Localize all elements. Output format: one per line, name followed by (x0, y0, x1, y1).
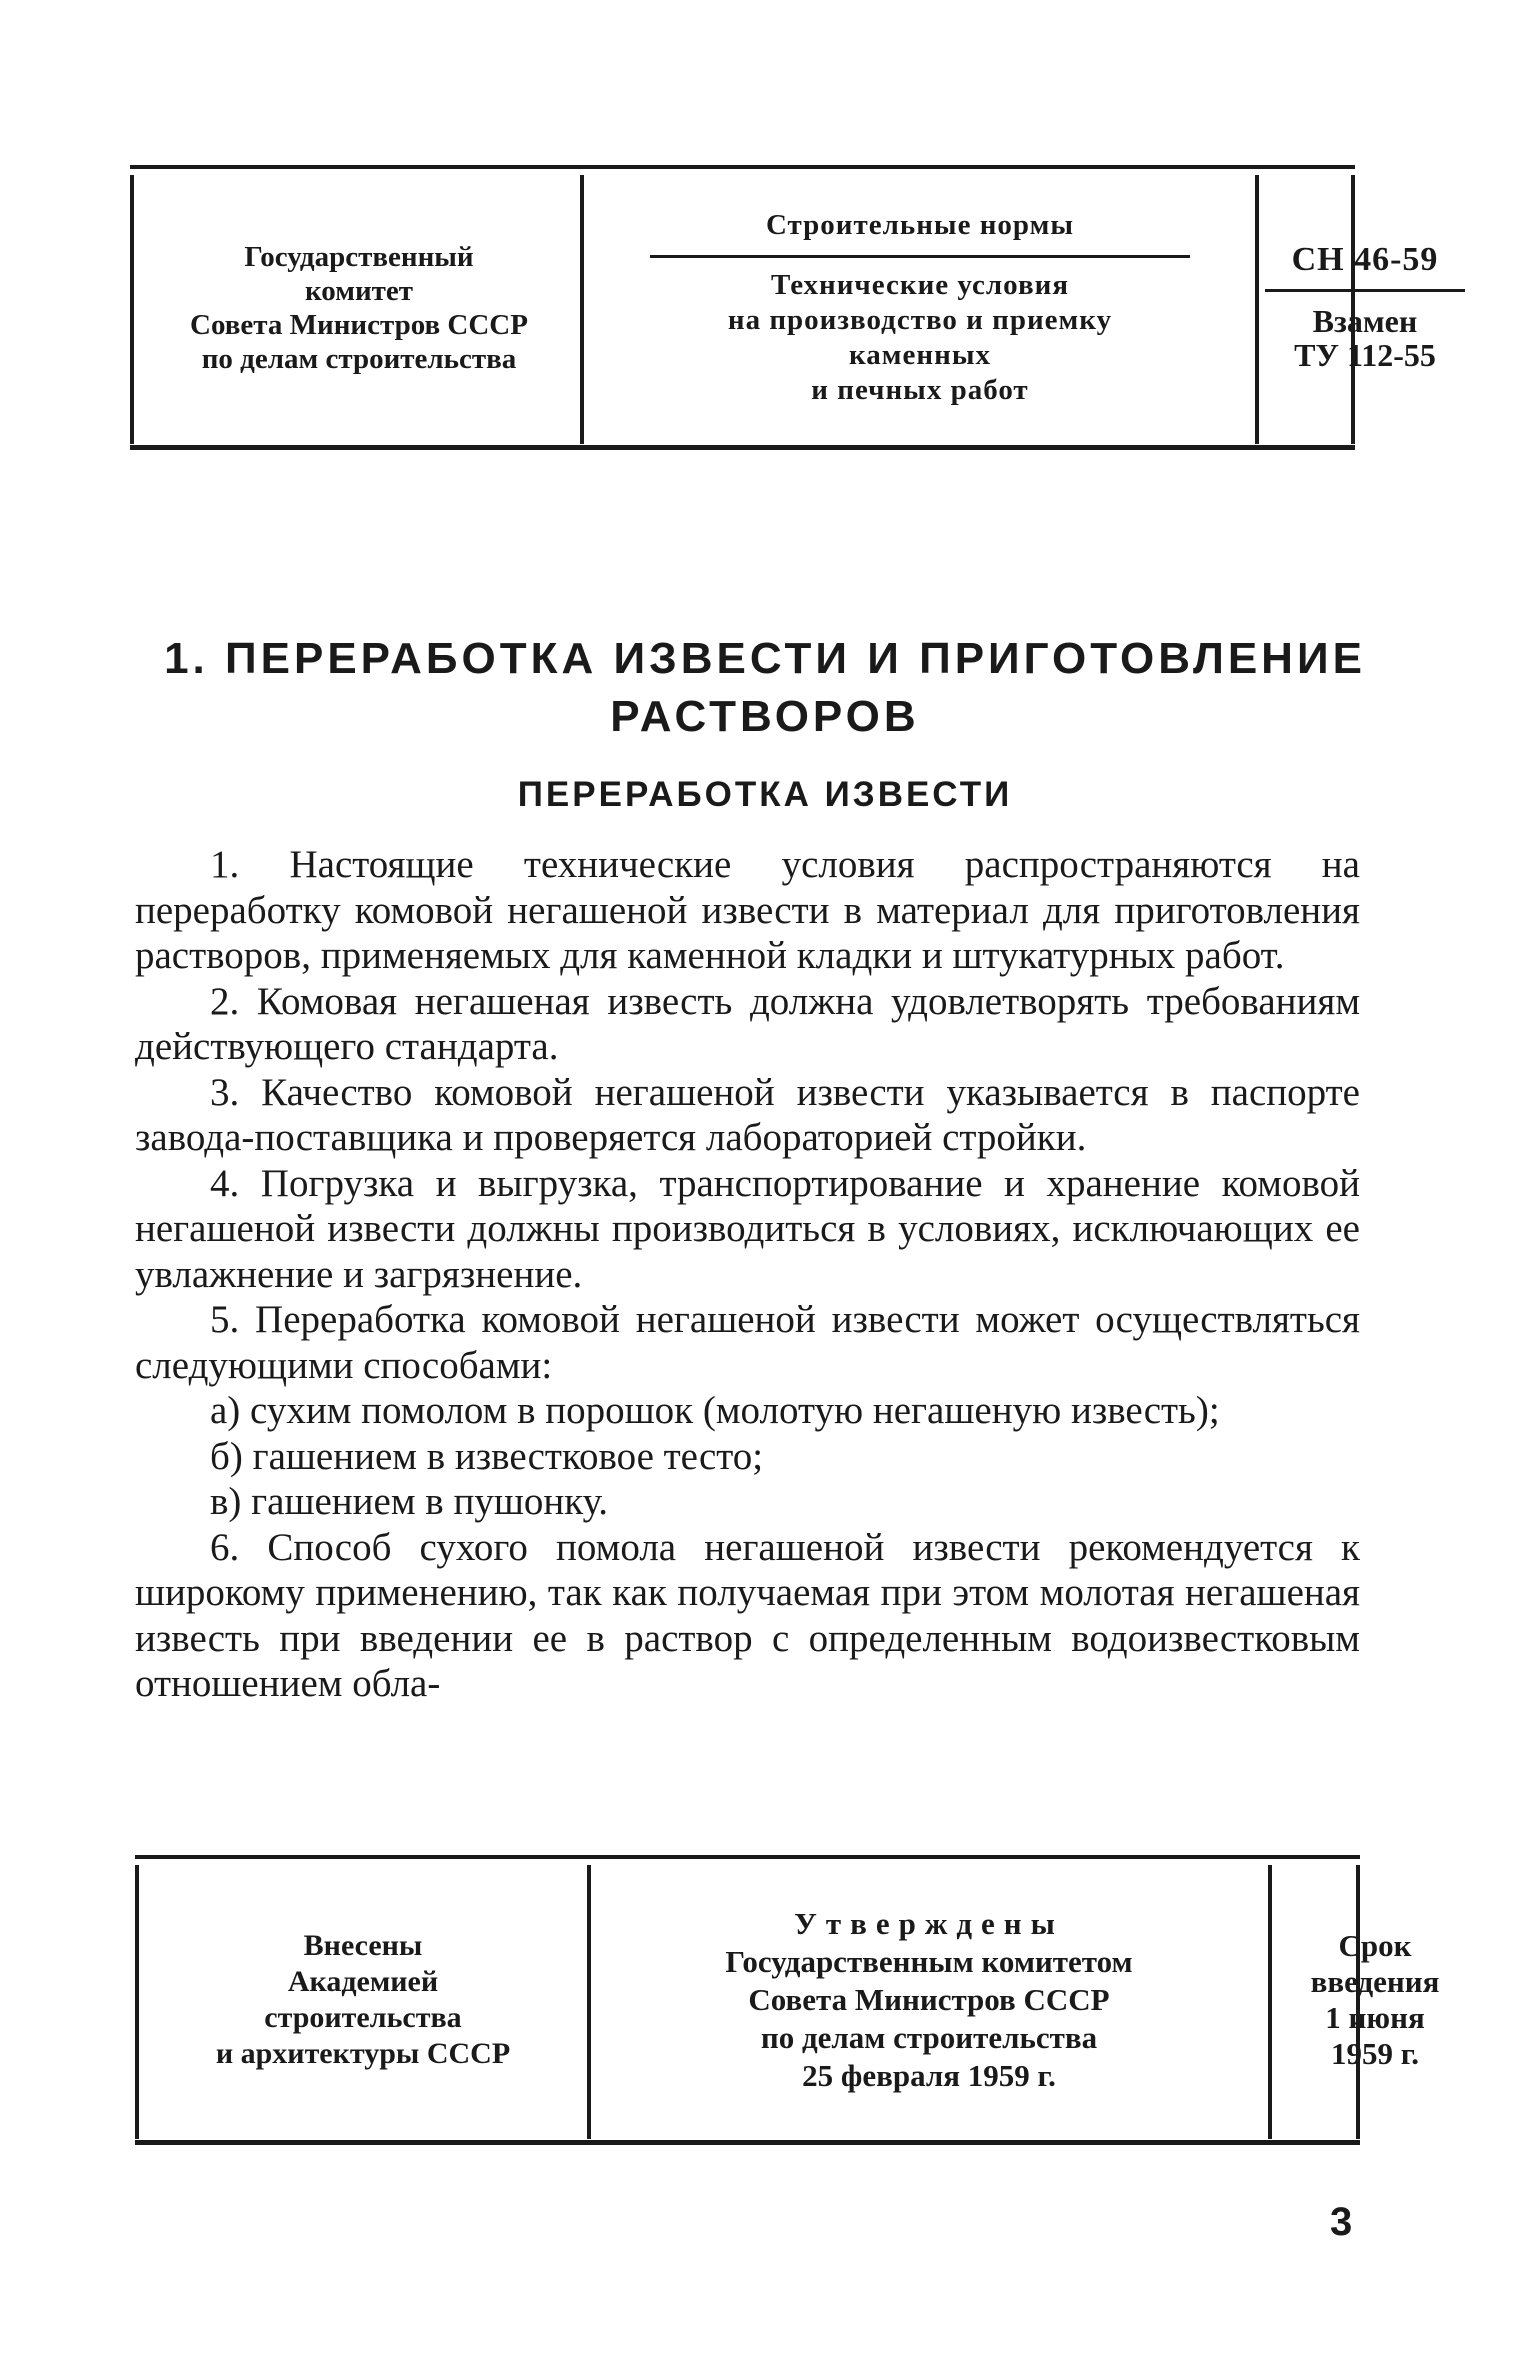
authority-line: Совета Министров СССР (190, 308, 528, 341)
approved-by-cell (593, 1867, 1265, 2133)
footer-bottom-rule (135, 2140, 1360, 2145)
document-title-line: каменных (849, 338, 991, 371)
body-text (135, 842, 1360, 1707)
document-code-cell (1260, 175, 1470, 440)
norms-label: Строительные нормы (650, 208, 1190, 258)
submitted-line: Внесены (303, 1929, 423, 1962)
paragraph: 3. Качество комовой негашеной извести указывается в паспорте завода-поставщика и проверяется лабораторией стройки. (135, 1070, 1360, 1159)
footer-left-border (135, 1865, 139, 2139)
effective-date-cell (1275, 1867, 1475, 2133)
effective-line: Срок (1338, 1928, 1412, 1963)
authority-line: Государственный (244, 240, 474, 273)
footer-table (135, 1855, 1440, 2145)
header-left-border (130, 175, 134, 444)
effective-line: 1 июня (1325, 2000, 1425, 2035)
approved-line: Государственным комитетом (725, 1944, 1133, 1979)
paragraph: 5. Переработка комовой негашеной извести может осуществляться следующими способами: (135, 1298, 1360, 1387)
footer-top-rule (135, 1855, 1360, 1859)
approval-date: 25 февраля 1959 г. (802, 2058, 1056, 2093)
replaced-document: ТУ 112-55 (1294, 337, 1436, 373)
approved-label: Утверждены (794, 1906, 1064, 1941)
submitted-by-cell (143, 1867, 583, 2133)
replaces-label: Взамен (1312, 303, 1418, 339)
header-table (130, 165, 1439, 450)
list-item: б) гашением в известковое тесто; (210, 1434, 764, 1478)
paragraph: 4. Погрузка и выгрузка, транспортирование и хранение комовой негашеной извести должны производиться в условиях, исключающих ее увлажнение и загрязнение. (135, 1161, 1360, 1296)
authority-line: комитет (304, 274, 414, 307)
header-divider-2 (1255, 175, 1259, 444)
document-code: СН 46-59 (1265, 243, 1465, 292)
page-number: 3 (1330, 2200, 1353, 2244)
list-item: а) сухим помолом в порошок (молотую негашеную известь); (210, 1389, 1220, 1432)
header-bottom-rule (130, 445, 1355, 450)
document-title-line: на производство и приемку (727, 303, 1113, 336)
document-title-cell (585, 175, 1255, 440)
submitted-line: Академией (287, 1965, 439, 1998)
paragraph: 1. Настоящие технические условия распространяются на переработку комовой негашеной извести в материал для приготовления растворов, применяемых для каменной кладки и штукатурных работ. (135, 843, 1360, 977)
section-title-line: РАСТВОРОВ (610, 692, 920, 741)
footer-divider-2 (1268, 1865, 1272, 2139)
effective-line: введения (1310, 1964, 1440, 1999)
section-title (160, 630, 1370, 746)
submitted-line: и архитектуры СССР (215, 2037, 511, 2070)
paragraph: 2. Комовая негашеная известь должна удовлетворять требованиям действующего стандарта. (135, 979, 1360, 1068)
header-top-rule (130, 165, 1355, 169)
subsection-title: ПЕРЕРАБОТКА ИЗВЕСТИ (517, 775, 1013, 814)
effective-line: 1959 г. (1330, 2036, 1420, 2071)
submitted-line: строительства (264, 2001, 462, 2034)
approved-line: Совета Министров СССР (748, 1982, 1110, 2017)
paragraph: 6. Способ сухого помола негашеной извести рекомендуется к широкому применению, так как получаемая при этом молотая негашеная известь при введении ее в раствор с определенным водоизвестковым отношением обла- (135, 1525, 1360, 1705)
document-title-line: и печных работ (811, 373, 1029, 406)
footer-divider-1 (587, 1865, 591, 2139)
section-title-line: 1. ПЕРЕРАБОТКА ИЗВЕСТИ И ПРИГОТОВЛЕНИЕ (164, 634, 1366, 683)
header-divider-1 (580, 175, 584, 444)
issuing-authority (138, 175, 580, 440)
approved-line: по делам строительства (760, 2020, 1098, 2055)
document-title-line: Технические условия (770, 268, 1070, 301)
list-item: в) гашением в пушонку. (210, 1480, 608, 1523)
authority-line: по делам строительства (201, 342, 517, 375)
